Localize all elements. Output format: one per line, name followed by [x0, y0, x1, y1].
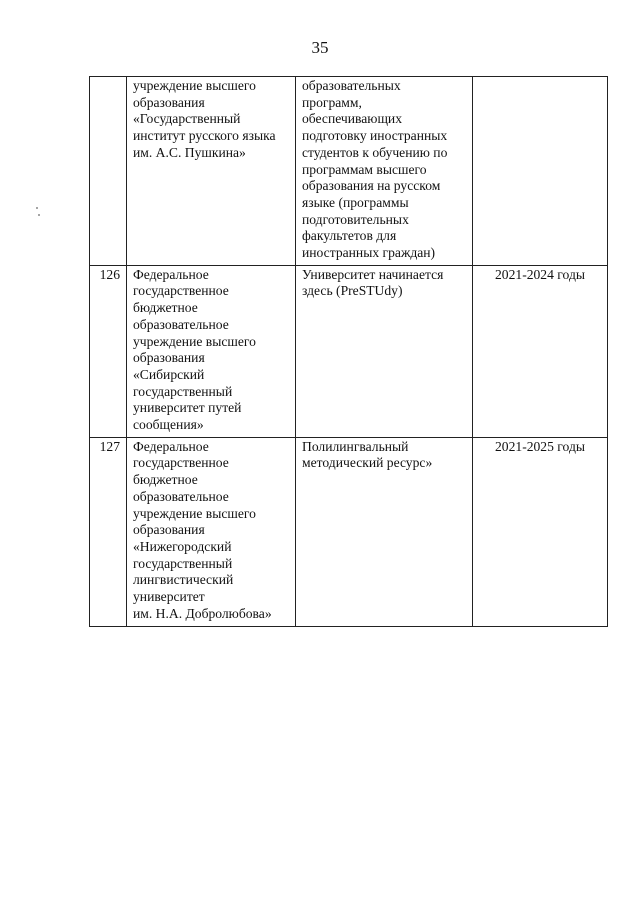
project-cell: образовательных программ, обеспечивающих подготовку иностранных студентов к обучению по программам высшего образования на русском языке (программы подготовительных факультетов для иностранных граждан) [296, 77, 473, 266]
row-number: 126 [90, 265, 127, 437]
project-cell: Полилингвальный методический ресурс» [296, 437, 473, 626]
program-table [89, 76, 608, 627]
row-number [90, 77, 127, 266]
table-row [90, 77, 608, 266]
organization-cell: учреждение высшего образования «Государственный институт русского языка им. А.С. Пушкина» [127, 77, 296, 266]
project-cell: Университет начинается здесь (PreSTUdy) [296, 265, 473, 437]
table-row [90, 437, 608, 626]
organization-cell: Федеральное государственное бюджетное образовательное учреждение высшего образования «Нижегородский государственный лингвистический университет им. Н.А. Добролюбова» [127, 437, 296, 626]
table-row [90, 265, 608, 437]
page-number: 35 [311, 38, 329, 57]
row-number: 127 [90, 437, 127, 626]
scan-speck [36, 207, 38, 209]
scan-speck [38, 214, 40, 216]
period-cell: 2021-2025 годы [473, 437, 608, 626]
organization-cell: Федеральное государственное бюджетное образовательное учреждение высшего образования «Сибирский государственный университет путей сообщения» [127, 265, 296, 437]
period-cell: 2021-2024 годы [473, 265, 608, 437]
period-cell [473, 77, 608, 266]
